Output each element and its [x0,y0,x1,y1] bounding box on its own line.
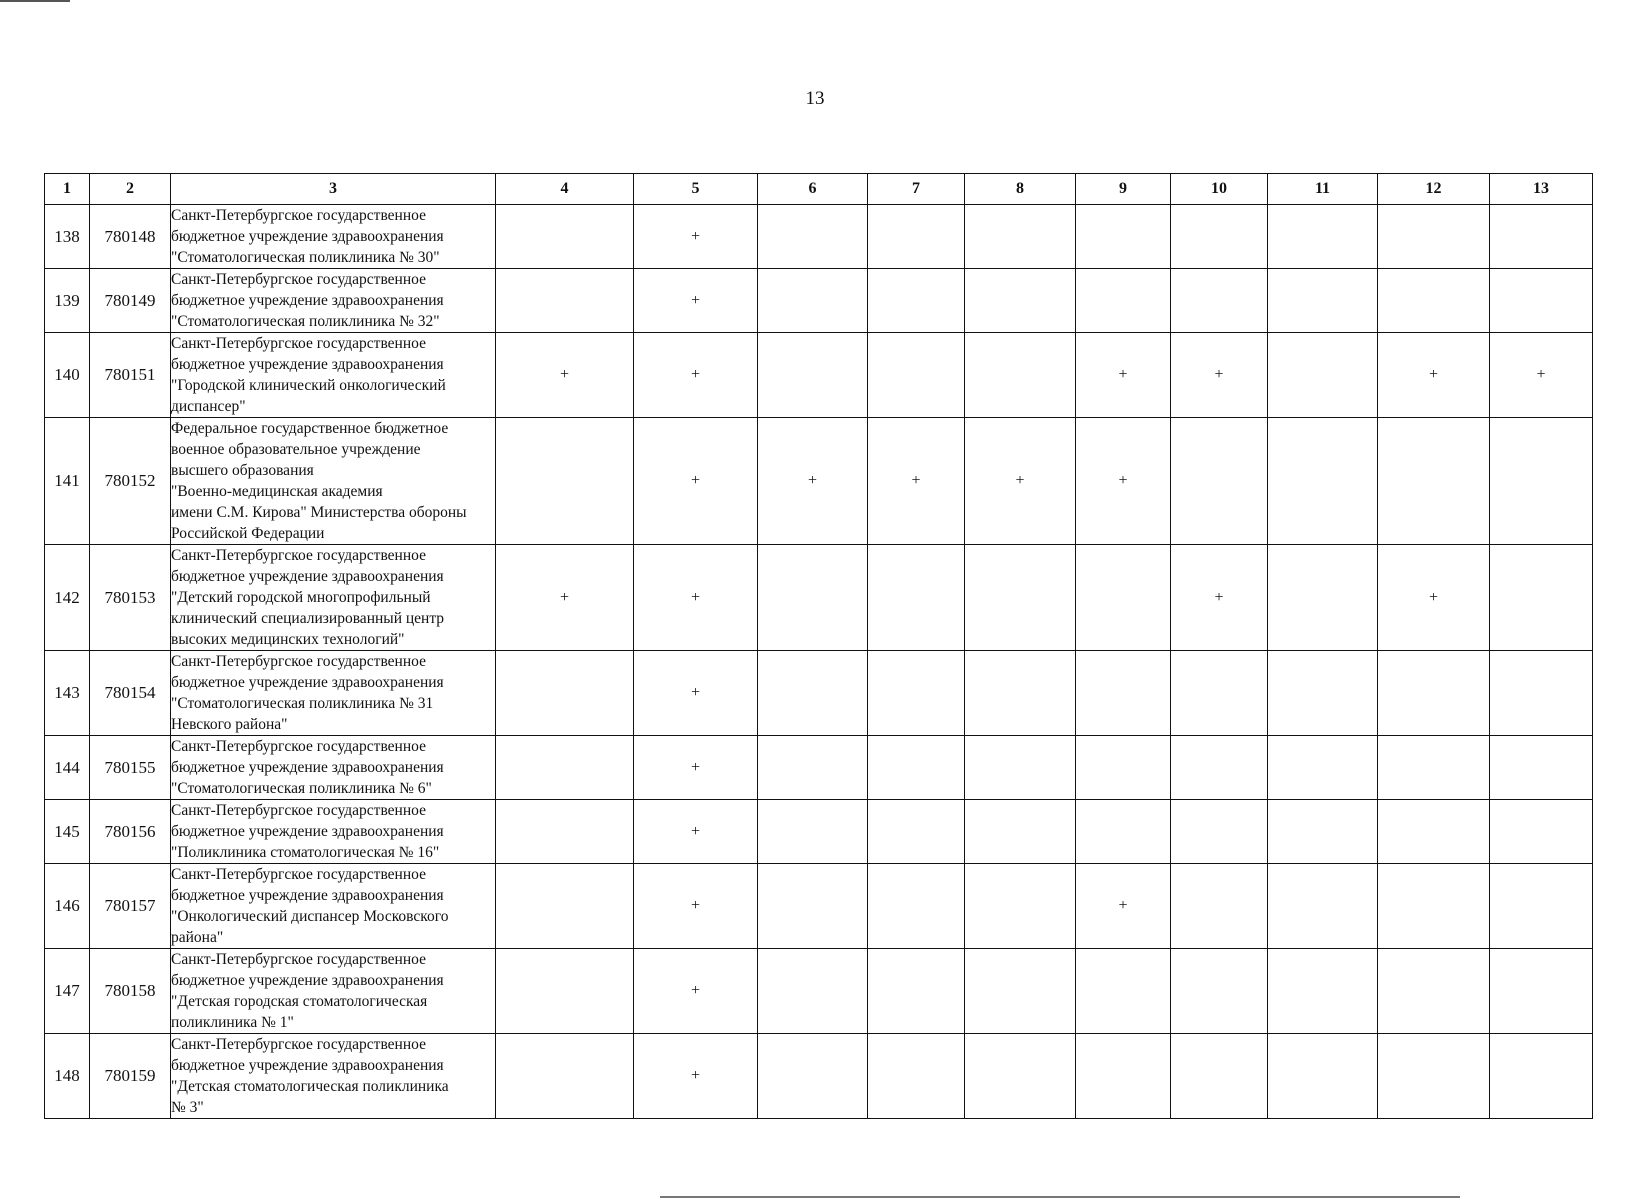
mark-cell [965,949,1076,1034]
mark-cell [1268,1034,1378,1119]
mark-cell [1490,800,1593,864]
row-number: 147 [45,949,90,1034]
column-header: 3 [171,174,496,205]
mark-cell: + [965,418,1076,545]
table-row [45,1034,1593,1119]
row-number: 146 [45,864,90,949]
row-number: 143 [45,651,90,736]
organization-name: Федеральное государственное бюджетное военное образовательное учреждение высшего образования "Военно-медицинская академия имени С.М. Кирова" Министерства обороны Российской Федерации [171,418,496,545]
column-header: 11 [1268,174,1378,205]
mark-cell [1171,736,1268,800]
mark-cell: + [634,1034,758,1119]
mark-cell [1076,800,1171,864]
mark-cell [1378,864,1490,949]
mark-cell [1171,651,1268,736]
mark-cell [965,269,1076,333]
mark-cell: + [634,736,758,800]
mark-cell [868,736,965,800]
table-row [45,949,1593,1034]
column-header: 13 [1490,174,1593,205]
row-number: 140 [45,333,90,418]
mark-cell [868,800,965,864]
mark-cell [1076,545,1171,651]
mark-cell [965,205,1076,269]
mark-cell [1171,1034,1268,1119]
row-number: 148 [45,1034,90,1119]
mark-cell: + [1076,418,1171,545]
registry-code: 780152 [90,418,171,545]
mark-cell: + [1378,333,1490,418]
mark-cell: + [496,545,634,651]
mark-cell: + [496,333,634,418]
organization-name: Санкт-Петербургское государственное бюджетное учреждение здравоохранения "Детская стоматологическая поликлиника № 3" [171,1034,496,1119]
registry-code: 780155 [90,736,171,800]
organization-name: Санкт-Петербургское государственное бюджетное учреждение здравоохранения "Онкологический диспансер Московского района" [171,864,496,949]
row-number: 138 [45,205,90,269]
registry-code: 780158 [90,949,171,1034]
mark-cell [1171,949,1268,1034]
mark-cell [496,736,634,800]
mark-cell [758,736,868,800]
mark-cell [496,800,634,864]
page-number: 13 [805,88,825,109]
mark-cell [868,205,965,269]
column-header: 7 [868,174,965,205]
mark-cell [1378,1034,1490,1119]
table-row [45,545,1593,651]
registry-code: 780156 [90,800,171,864]
mark-cell [758,205,868,269]
mark-cell [1490,545,1593,651]
mark-cell [1378,800,1490,864]
registry-code: 780153 [90,545,171,651]
mark-cell: + [1076,864,1171,949]
table-row [45,205,1593,269]
mark-cell [758,269,868,333]
mark-cell [1171,800,1268,864]
mark-cell: + [758,418,868,545]
column-header: 10 [1171,174,1268,205]
mark-cell [758,949,868,1034]
organization-name: Санкт-Петербургское государственное бюджетное учреждение здравоохранения "Поликлиника стоматологическая № 16" [171,800,496,864]
mark-cell [965,545,1076,651]
mark-cell [868,1034,965,1119]
mark-cell: + [1076,333,1171,418]
mark-cell [1268,651,1378,736]
organization-name: Санкт-Петербургское государственное бюджетное учреждение здравоохранения "Детская городская стоматологическая поликлиника № 1" [171,949,496,1034]
mark-cell [1076,1034,1171,1119]
table-header-row [45,174,1593,205]
mark-cell [496,205,634,269]
mark-cell [1490,736,1593,800]
mark-cell [1490,949,1593,1034]
organization-name: Санкт-Петербургское государственное бюджетное учреждение здравоохранения "Стоматологическая поликлиника № 31 Невского района" [171,651,496,736]
mark-cell [1171,864,1268,949]
mark-cell [1268,736,1378,800]
mark-cell [965,864,1076,949]
mark-cell: + [634,949,758,1034]
mark-cell: + [634,651,758,736]
table-row [45,651,1593,736]
table-body [45,205,1593,1119]
registry-code: 780151 [90,333,171,418]
mark-cell [868,269,965,333]
mark-cell [496,651,634,736]
mark-cell [1171,205,1268,269]
mark-cell: + [634,800,758,864]
mark-cell [1268,333,1378,418]
table-row [45,800,1593,864]
mark-cell [1490,864,1593,949]
mark-cell: + [634,205,758,269]
mark-cell [1490,1034,1593,1119]
mark-cell: + [868,418,965,545]
mark-cell: + [634,864,758,949]
mark-cell [1076,736,1171,800]
mark-cell [496,418,634,545]
row-number: 141 [45,418,90,545]
mark-cell [1378,736,1490,800]
row-number: 145 [45,800,90,864]
mark-cell [758,651,868,736]
mark-cell [868,651,965,736]
mark-cell [965,736,1076,800]
registry-code: 780159 [90,1034,171,1119]
mark-cell [758,1034,868,1119]
mark-cell [1268,800,1378,864]
mark-cell [496,269,634,333]
column-header: 1 [45,174,90,205]
column-header: 4 [496,174,634,205]
mark-cell [868,545,965,651]
row-number: 144 [45,736,90,800]
scan-edge-mark [660,1196,1460,1198]
mark-cell [868,949,965,1034]
column-header: 2 [90,174,171,205]
mark-cell: + [1171,333,1268,418]
organization-name: Санкт-Петербургское государственное бюджетное учреждение здравоохранения "Стоматологическая поликлиника № 6" [171,736,496,800]
mark-cell [1378,269,1490,333]
mark-cell: + [634,418,758,545]
organization-name: Санкт-Петербургское государственное бюджетное учреждение здравоохранения "Стоматологическая поликлиника № 30" [171,205,496,269]
row-number: 139 [45,269,90,333]
mark-cell [868,864,965,949]
mark-cell [758,864,868,949]
column-header: 5 [634,174,758,205]
mark-cell [496,949,634,1034]
mark-cell: + [634,333,758,418]
mark-cell [1268,545,1378,651]
column-header: 8 [965,174,1076,205]
mark-cell [1268,864,1378,949]
registry-code: 780148 [90,205,171,269]
mark-cell [1378,418,1490,545]
mark-cell [1490,269,1593,333]
mark-cell [758,545,868,651]
mark-cell [1076,269,1171,333]
mark-cell [496,1034,634,1119]
registry-code: 780149 [90,269,171,333]
mark-cell [965,333,1076,418]
mark-cell [1268,949,1378,1034]
column-header: 9 [1076,174,1171,205]
row-number: 142 [45,545,90,651]
table-row [45,333,1593,418]
mark-cell [1378,651,1490,736]
column-header: 6 [758,174,868,205]
mark-cell: + [634,269,758,333]
mark-cell [1076,949,1171,1034]
mark-cell [1378,205,1490,269]
table-row [45,864,1593,949]
organization-name: Санкт-Петербургское государственное бюджетное учреждение здравоохранения "Стоматологическая поликлиника № 32" [171,269,496,333]
scan-edge-mark [0,0,70,2]
mark-cell [965,800,1076,864]
mark-cell [1268,205,1378,269]
mark-cell [496,864,634,949]
mark-cell: + [1490,333,1593,418]
mark-cell: + [1171,545,1268,651]
mark-cell [965,651,1076,736]
mark-cell [1076,205,1171,269]
mark-cell [1490,205,1593,269]
registry-table [44,173,1593,1119]
registry-code: 780157 [90,864,171,949]
mark-cell [1268,269,1378,333]
mark-cell [1171,269,1268,333]
mark-cell: + [1378,545,1490,651]
mark-cell [965,1034,1076,1119]
organization-name: Санкт-Петербургское государственное бюджетное учреждение здравоохранения "Городской клинический онкологический диспансер" [171,333,496,418]
mark-cell [758,800,868,864]
table-row [45,418,1593,545]
mark-cell [1171,418,1268,545]
mark-cell [1490,418,1593,545]
registry-code: 780154 [90,651,171,736]
table-row [45,269,1593,333]
organization-name: Санкт-Петербургское государственное бюджетное учреждение здравоохранения "Детский городской многопрофильный клинический специализированный центр высоких медицинских технологий" [171,545,496,651]
table-row [45,736,1593,800]
mark-cell [868,333,965,418]
mark-cell [1268,418,1378,545]
mark-cell [1378,949,1490,1034]
mark-cell [758,333,868,418]
mark-cell [1490,651,1593,736]
mark-cell: + [634,545,758,651]
mark-cell [1076,651,1171,736]
column-header: 12 [1378,174,1490,205]
